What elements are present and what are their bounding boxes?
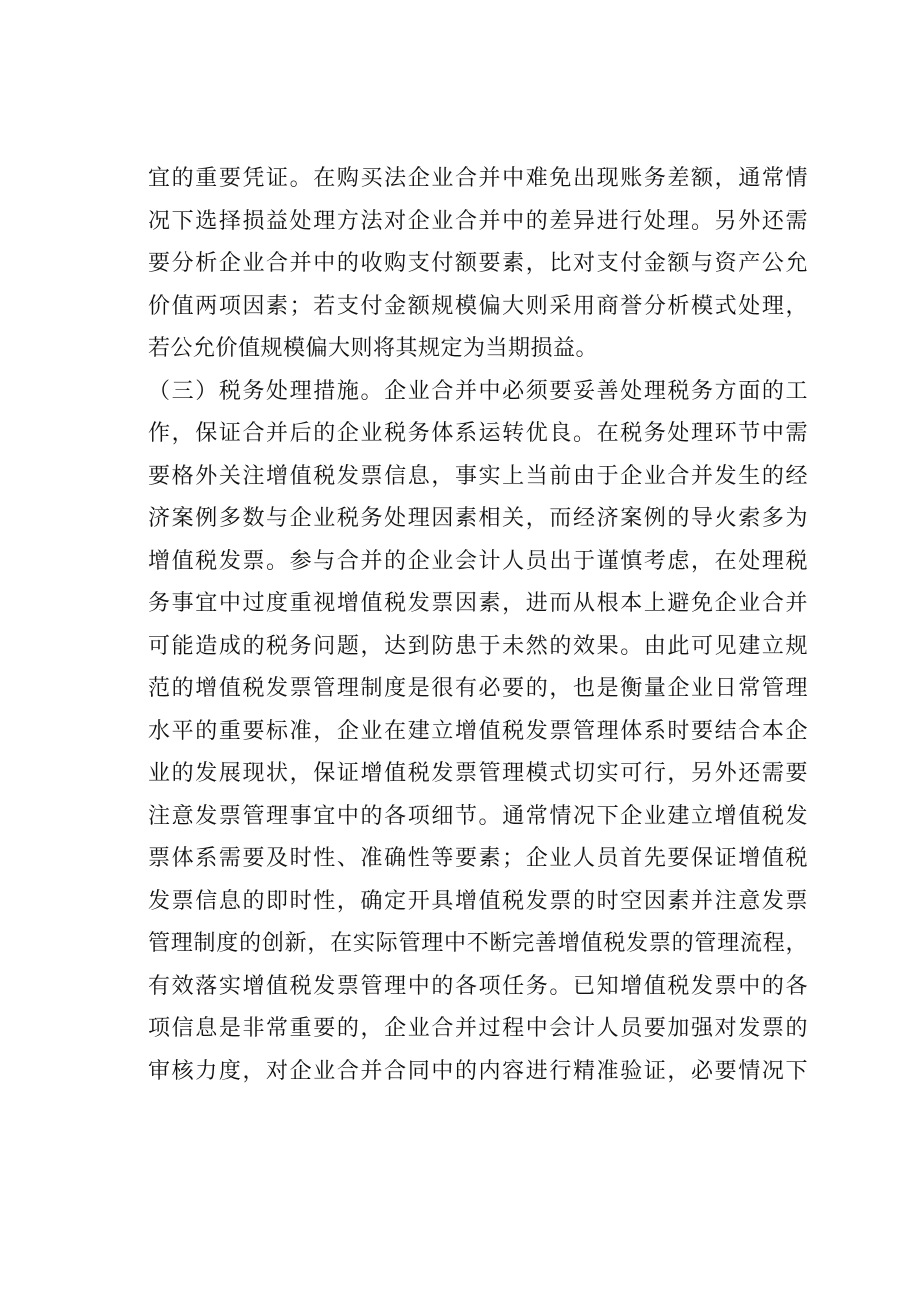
text-line: 宜的重要凭证。在购买法企业合并中难免出现账务差额，通常情 [148,166,808,191]
text-line: 业的发展现状，保证增值税发票管理模式切实可行，另外还需要 [148,761,808,786]
text-line: 发票信息的即时性，确定开具增值税发票的时空因素并注意发票 [148,888,808,914]
text-line: 增值税发票。参与合并的企业会计人员出于谨慎考虑，在处理税 [148,548,808,574]
text-line: 有效落实增值税发票管理中的各项任务。已知增值税发票中的各 [148,973,808,999]
text-line: 项信息是非常重要的，企业合并过程中会计人员要加强对发票的 [148,1016,808,1041]
text-line: 注意发票管理事宜中的各项细节。通常情况下企业建立增值税发 [148,803,808,829]
text-line: 济案例多数与企业税务处理因素相关，而经济案例的导火索多为 [148,506,808,531]
section-heading-line: （三）税务处理措施。企业合并中必须要妥善处理税务方面的工 [148,378,808,404]
body-text [148,158,808,1093]
text-line: 可能造成的税务问题，达到防患于未然的效果。由此可见建立规 [148,633,808,659]
text-line: 要格外关注增值税发票信息，事实上当前由于企业合并发生的经 [148,463,808,489]
paragraph-end-line: 若公允价值规模偏大则将其规定为当期损益。 [148,336,599,361]
text-line: 水平的重要标准，企业在建立增值税发票管理体系时要结合本企 [148,718,808,744]
text-line: 范的增值税发票管理制度是很有必要的，也是衡量企业日常管理 [148,676,808,701]
text-line: 作，保证合并后的企业税务体系运转优良。在税务处理环节中需 [148,421,808,446]
text-line: 务事宜中过度重视增值税发票因素，进而从根本上避免企业合并 [148,591,808,616]
text-line: 要分析企业合并中的收购支付额要素，比对支付金额与资产公允 [148,251,808,276]
text-line: 管理制度的创新，在实际管理中不断完善增值税发票的管理流程， [148,931,808,956]
text-line: 价值两项因素；若支付金额规模偏大则采用商誉分析模式处理， [148,293,808,319]
text-line: 审核力度，对企业合并合同中的内容进行精准验证，必要情况下 [148,1058,808,1084]
text-line: 况下选择损益处理方法对企业合并中的差异进行处理。另外还需 [148,208,808,234]
text-line: 票体系需要及时性、准确性等要素；企业人员首先要保证增值税 [148,846,808,871]
